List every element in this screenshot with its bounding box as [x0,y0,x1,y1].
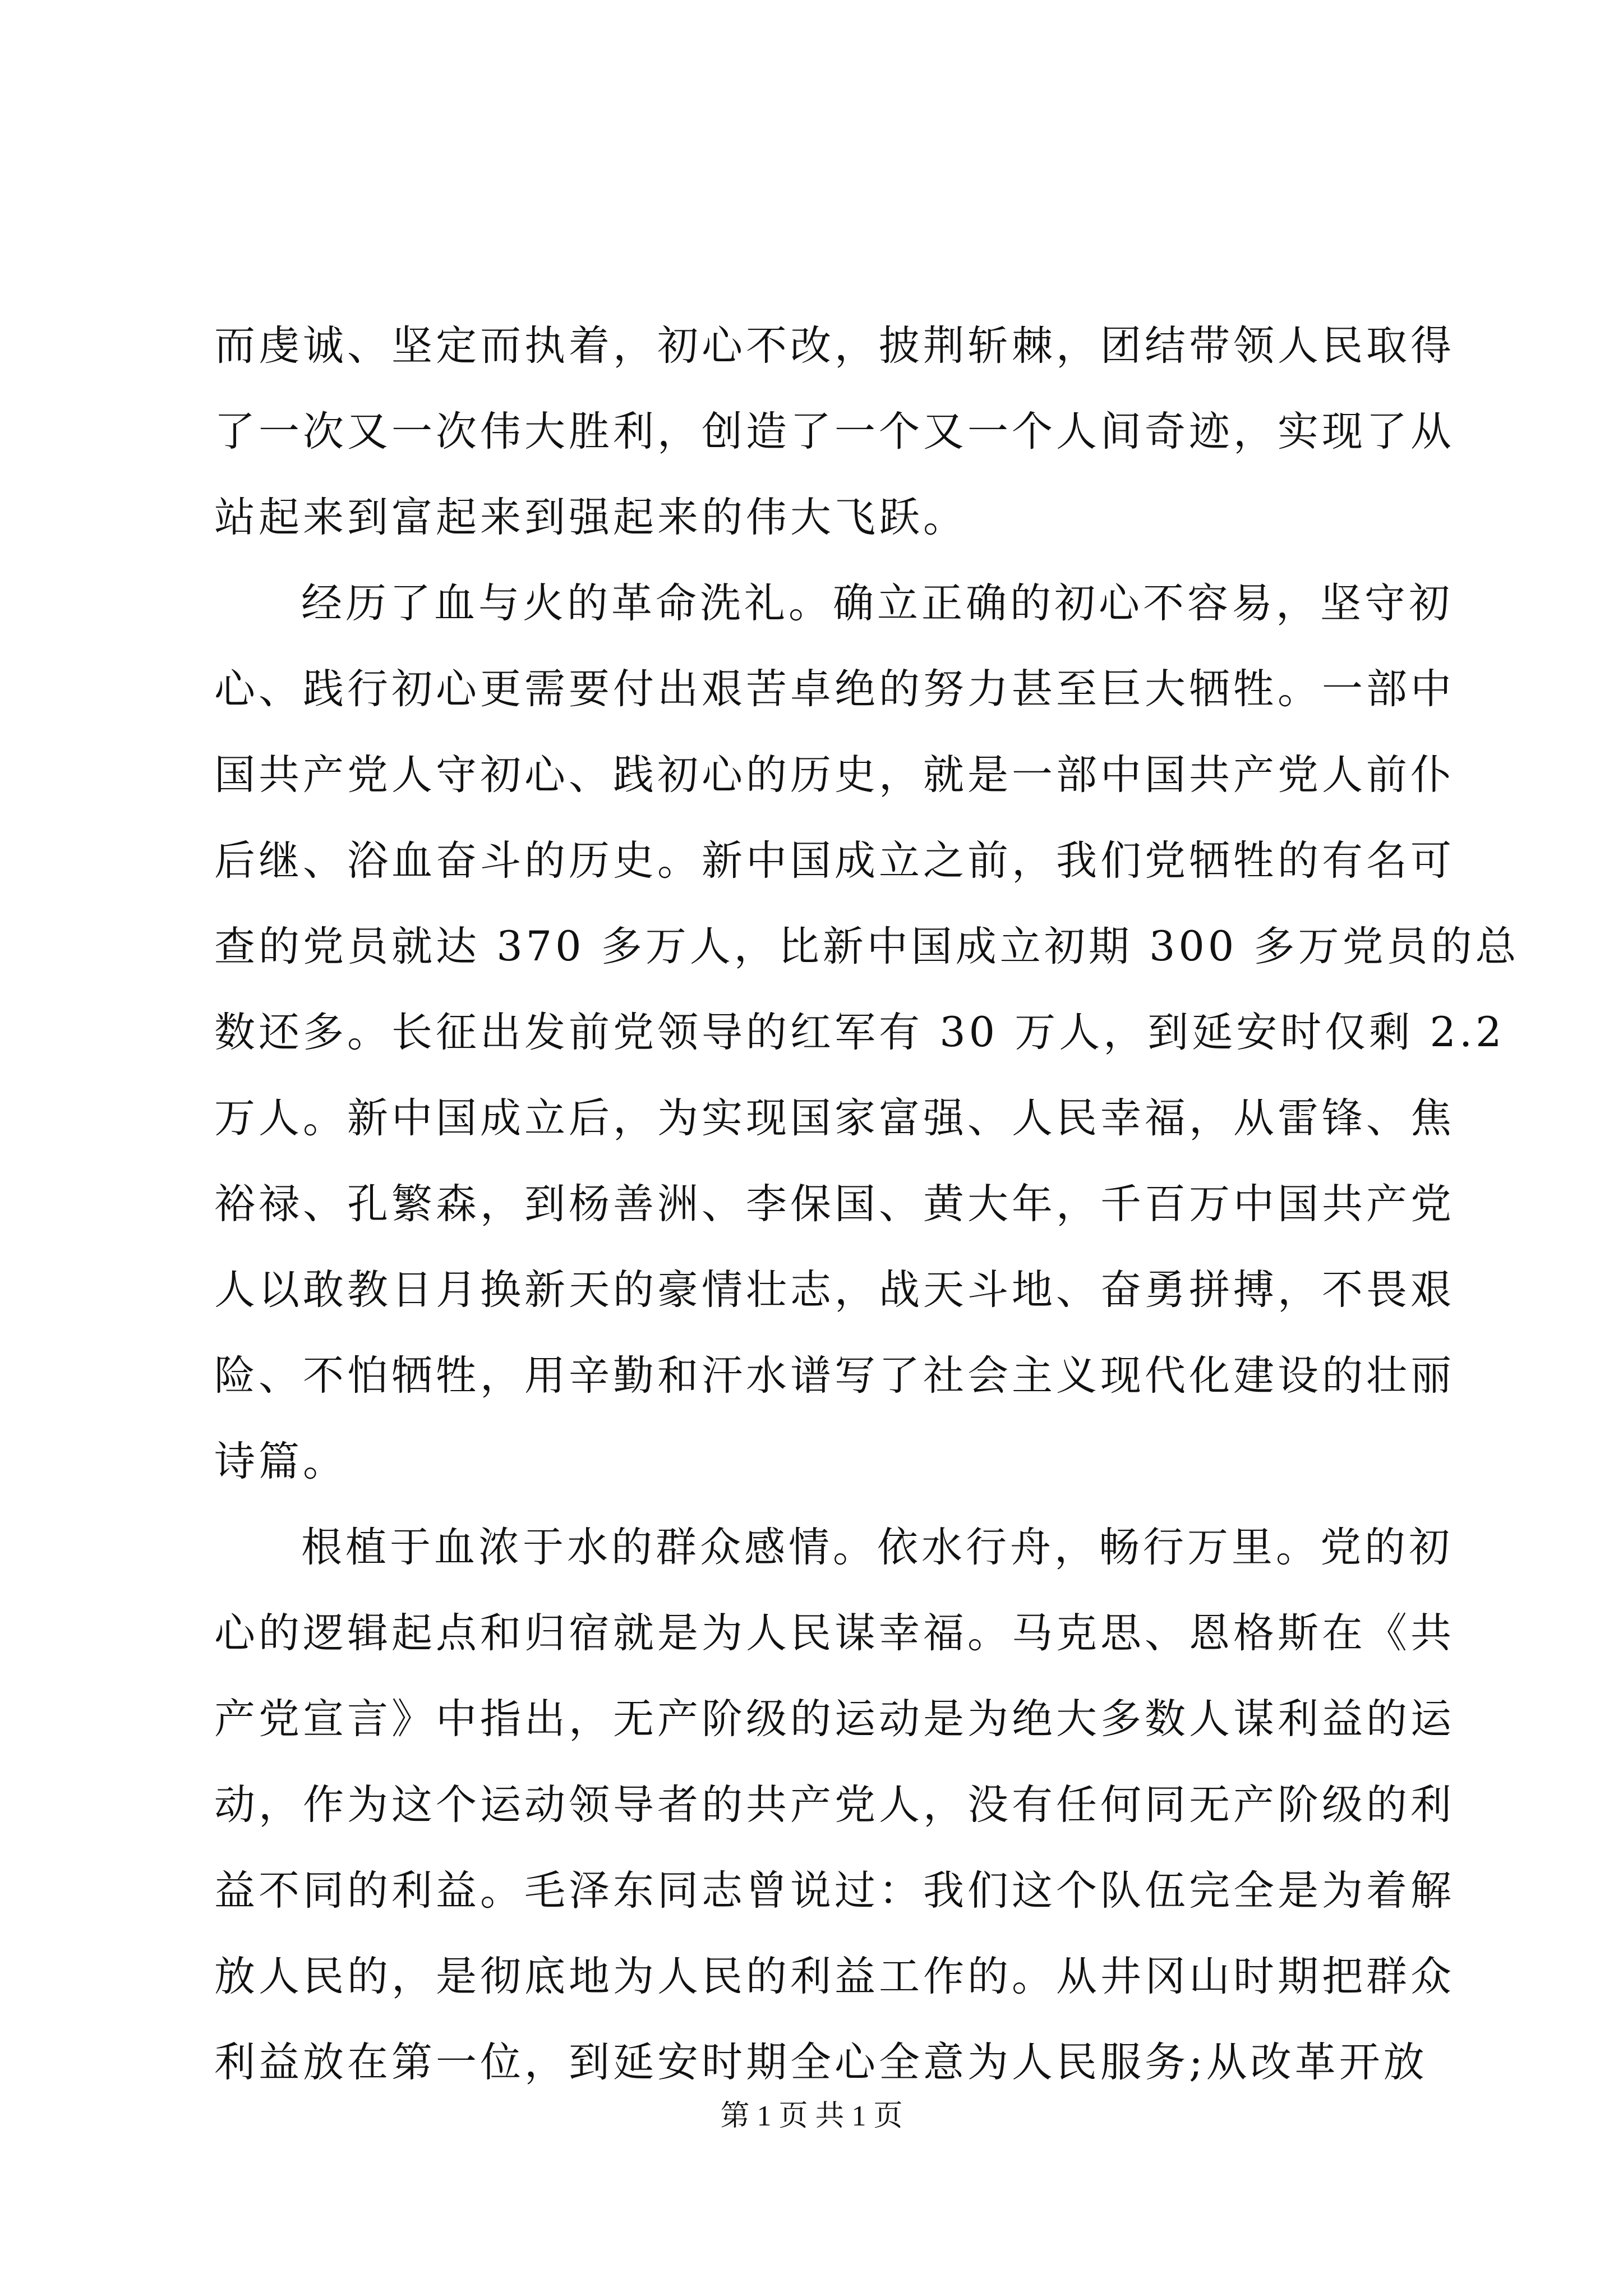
text-line: 人以敢教日月换新天的豪情壮志，战天斗地、奋勇拼搏，不畏艰 [214,1266,1455,1314]
document-body [214,303,1520,2105]
paragraph-first-line: 经历了血与火的革命洗礼。确立正确的初心不容易，坚守初 [301,579,1453,627]
text-line: 数还多。长征出发前党领导的红军有 30 万人，到延安时仅剩 2.2 [214,1009,1505,1056]
text-line: 心、践行初心更需要付出艰苦卓绝的努力甚至巨大牺牲。一部中 [214,665,1455,713]
paragraph-first-line: 根植于血浓于水的群众感情。依水行舟，畅行万里。党的初 [301,1524,1453,1571]
text-line: 了一次又一次伟大胜利，创造了一个又一个人间奇迹，实现了从 [214,408,1455,455]
text-line: 国共产党人守初心、践初心的历史，就是一部中国共产党人前仆 [214,751,1455,799]
text-line: 放人民的，是彻底地为人民的利益工作的。从井冈山时期把群众 [214,1953,1455,2000]
text-line: 险、不怕牺牲，用辛勤和汗水谱写了社会主义现代化建设的壮丽 [214,1352,1455,1400]
text-line: 心的逻辑起点和归宿就是为人民谋幸福。马克思、恩格斯在《共 [214,1609,1455,1657]
text-line: 站起来到富起来到强起来的伟大飞跃。 [214,494,967,541]
text-line: 而虔诚、坚定而执着，初心不改，披荆斩棘，团结带领人民取得 [214,322,1455,370]
text-line: 查的党员就达 370 多万人，比新中国成立初期 300 多万党员的总 [214,923,1520,970]
page-footer: 第 1 页 共 1 页 [720,2100,903,2132]
text-line: 益不同的利益。毛泽东同志曾说过：我们这个队伍完全是为着解 [214,1867,1455,1915]
text-line: 利益放在第一位，到延安时期全心全意为人民服务;从改革开放 [214,2039,1428,2086]
text-line: 后继、浴血奋斗的历史。新中国成立之前，我们党牺牲的有名可 [214,837,1455,885]
text-line: 动，作为这个运动领导者的共产党人，没有任何同无产阶级的利 [214,1781,1455,1829]
text-line: 万人。新中国成立后，为实现国家富强、人民幸福，从雷锋、焦 [214,1094,1455,1142]
text-line: 产党宣言》中指出，无产阶级的运动是为绝大多数人谋利益的运 [214,1695,1455,1743]
text-line: 诗篇。 [214,1438,347,1485]
text-line: 裕禄、孔繁森，到杨善洲、李保国、黄大年，千百万中国共产党 [214,1180,1455,1228]
